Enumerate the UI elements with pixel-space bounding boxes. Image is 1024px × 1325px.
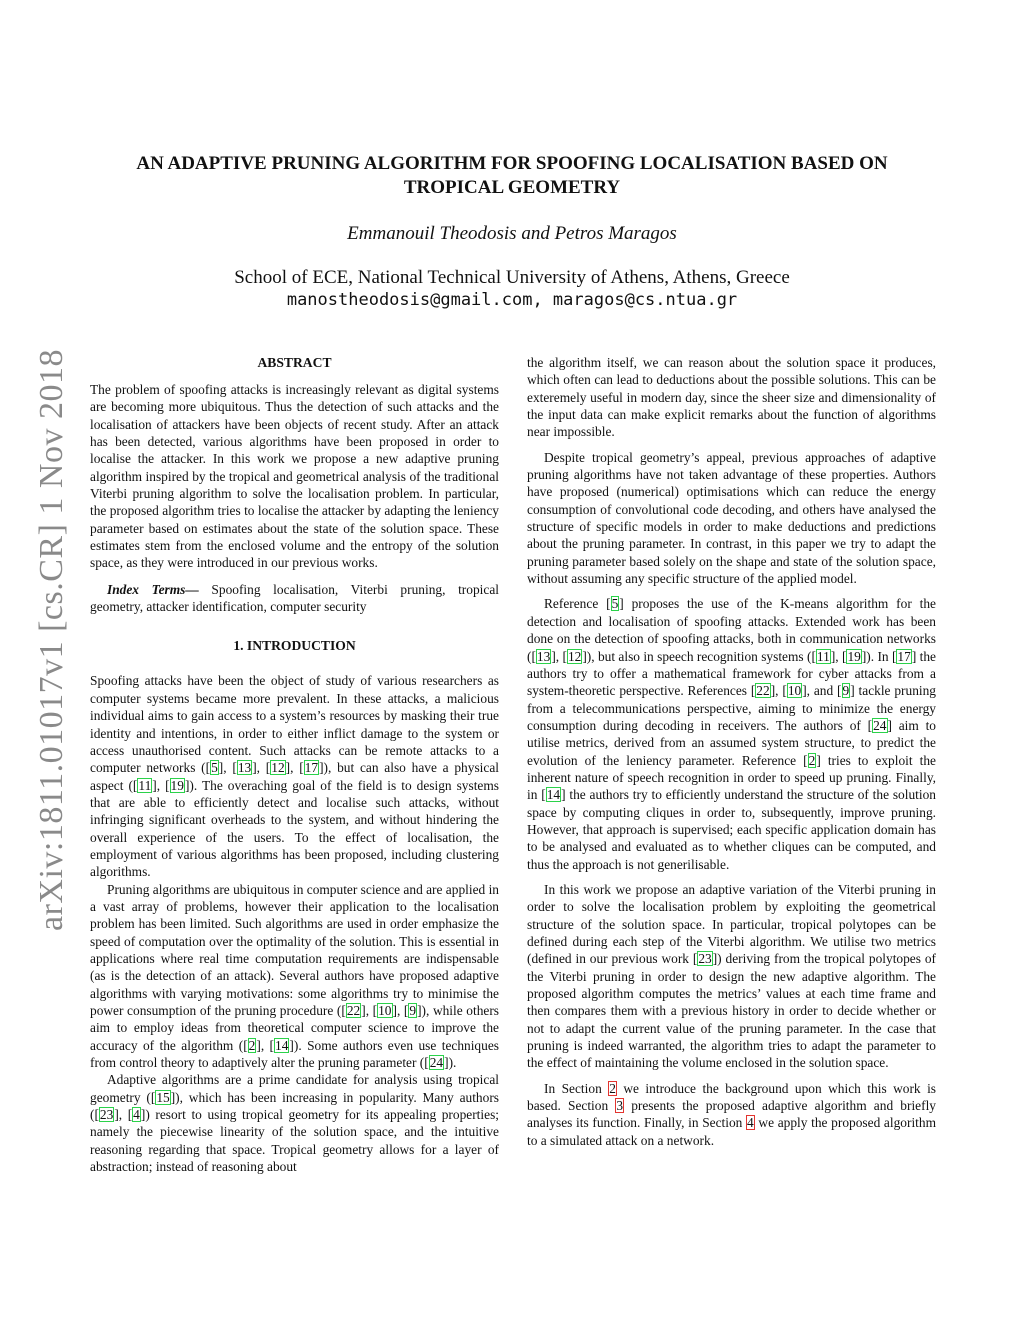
abstract-text: The problem of spoofing attacks is increasingly relevant as digital systems are becoming more ubiquitous. Thus the detection of such attacks and the localisation of attackers have been objects of recent study. After an attack has been detected, various algorithms have been proposed in order to localise the attacker. In this work we propose a new adaptive pruning algorithm inspired by the tropical and geometrical analysis of the traditional Viterbi pruning algorithm to solve the localisation problem. In particular, the proposed algorithm tries to localise the attacker by adapting the leniency parameter based on estimates about the state of the solution space. These estimates stem from the enclosed volume and the entropy of the solution space, as they were introduced in our previous works.	[90, 382, 499, 571]
citation-link[interactable]: 9	[842, 683, 850, 699]
emails: manostheodosis@gmail.com, maragos@cs.ntua.gr	[286, 290, 738, 310]
citation-link[interactable]: 4	[133, 1107, 140, 1123]
index-terms-text: Spoofing localisation, Viterbi pruning, tropical geometry, attacker identification, computer security	[90, 581, 499, 615]
citation-link[interactable]: 5	[211, 760, 218, 776]
citation-link[interactable]: 10	[378, 1003, 392, 1018]
intro-paragraph-3: Adaptive algorithms are a prime candidate for analysis using tropical geometry ([15]), which has been increasing in popularity. Many authors ([23], [4]) resort to using tropical geometry for its appealing properties; namely the piecewise linearity of the solution space, and the intuitive reasoning regarding that space. Tropical geometry allows for a layer of abstraction; instead of reasoning about	[90, 1072, 499, 1175]
citation-link[interactable]: 10	[787, 683, 802, 699]
citation-link[interactable]: 11	[138, 777, 152, 793]
title-line-2: TROPICAL GEOMETRY	[403, 177, 621, 198]
right-paragraph-4: In this work we propose an adaptive variation of the Viterbi pruning in order to solve the localisation problem by exploiting the geometrical structure of the solution space. In particular, tropical polytopes can be defined during each step of the Viterbi algorithm. We utilise two metrics (defined in our previous work [23]) deriving from the tropical polytopes of the Viterbi pruning in order to design the new adaptive algorithm. The proposed algorithm computes the metrics’ values at each time frame and then compares them with a previous history in order to decide whether or not to adapt the current value of the pruning parameter. In the case that pruning is indeed warranted, the algorithm tries to adapt the parameter to the effect of maintaining the volume enclosed in the solution space.	[527, 881, 936, 1071]
affiliation: School of ECE, National Technical University of Athens, Athens, Greece	[234, 267, 790, 288]
section-link[interactable]: 2	[609, 1080, 616, 1096]
affiliation-block	[100, 266, 924, 312]
citation-link[interactable]: 17	[897, 648, 911, 664]
citation-link[interactable]: 13	[237, 760, 252, 776]
section-link[interactable]: 3	[616, 1098, 624, 1114]
citation-link[interactable]: 23	[698, 951, 712, 967]
right-paragraph-1: the algorithm itself, we can reason about the solution space it produces, which often can lead to deductions about the possible solutions. This can be exteremely useful in modern day, since the sheer size and dimensionality of the input data can make explicit remarks about the function of algorithms near impossible.	[527, 355, 936, 440]
index-terms-label: Index Terms—	[107, 581, 199, 597]
intro-paragraph-1: Spoofing attacks have been the object of study of various researchers as computer systems became more prevalent. In these attacks, a malicious individual aims to gain access to a system’s resources by masking their true identity and intentions, in order to either inflict damage to the system or access unauthorised content. Such attacks can be remote attacks to a computer networks ([5], [13], [12], [17]), but can also have a physical aspect ([11], [19]). The overaching goal of the field is to design systems that are able to efficiently detect and localise such attacks, without infringing significant overheads to the system, and without hindering the overall experience of the users. To the effect of localisation, the employment of various algorithms has been proposed, including clustering algorithms.	[90, 673, 499, 880]
citation-link[interactable]: 13	[536, 648, 551, 664]
citation-link[interactable]: 22	[756, 683, 770, 699]
right-paragraph-3: Reference [5] proposes the use of the K-means algorithm for the detection and localisation of spoofing attacks. Extended work has been done on the detection of spoofing attacks, both in communication networks ([13], [12]), but also in speech recognition systems ([11], [19]). In [17] the authors try to offer a mathematical framework for cyber attacks from a system-theoretic perspective. References [22], [10], and [9] tackle pruning from a telecommunications perspective, aiming to minimize the energy consumption during decoding in receivers. The authors of [24] aim to utilise metrics, derived from an assumed system structure, to predict the evolution of the leniency parameter. Reference [2] tries to exploit the inherent nature of speech recognition in order to speed up pruning. Finally, in [14] the authors try to efficiently understand the structure of the solution space by computing cliques in order to, subsequently, improve pruning. However, that approach is supervised; each specific application domain has to be analysed and evaluated as to whether cliques can be computed, and thus the approach is not generilisable.	[527, 596, 936, 872]
authors: Emmanouil Theodosis and Petros Maragos	[347, 223, 677, 244]
citation-link[interactable]: 14	[275, 1037, 289, 1053]
citation-link[interactable]: 11	[816, 648, 830, 664]
citation-link[interactable]: 12	[567, 648, 582, 664]
section-link[interactable]: 4	[747, 1115, 754, 1131]
citation-link[interactable]: 19	[170, 777, 184, 793]
citation-link[interactable]: 2	[808, 752, 816, 768]
citation-link[interactable]: 22	[346, 1003, 361, 1018]
citation-link[interactable]: 12	[271, 760, 285, 776]
right-paragraph-2: Despite tropical geometry’s appeal, previous approaches of adaptive pruning algorithms have not taken advantage of these properties. Authors have proposed (numerical) optimisations which can reduce the energy consumption of convolutional code decoding, and others have analysed the structure of specific models in order to make deductions and predictions about the pruning parameter. In contrast, in this paper we try to adapt the pruning parameter based solely on the shape and state of the solution space, without assuming any specific structure of the applied model.	[527, 449, 936, 587]
citation-link[interactable]: 17	[304, 760, 319, 776]
citation-link[interactable]: 9	[409, 1003, 417, 1018]
introduction-heading: 1. INTRODUCTION	[233, 638, 356, 654]
citation-link[interactable]: 14	[546, 787, 561, 803]
citation-link[interactable]: 5	[611, 596, 619, 612]
citation-link[interactable]: 2	[248, 1037, 256, 1053]
arxiv-identifier: arXiv:1811.01017v1 [cs.CR] 1 Nov 2018	[33, 349, 70, 931]
citation-link[interactable]: 24	[873, 717, 887, 733]
abstract-heading: ABSTRACT	[257, 355, 332, 370]
citation-link[interactable]: 23	[99, 1107, 114, 1123]
paper-title	[100, 152, 924, 200]
right-paragraph-5: In Section 2 we introduce the background upon which this work is based. Section 3 presents the proposed adaptive algorithm and briefly analyses its function. Finally, in Section 4 we apply the proposed algorithm to a simulated attack on a network.	[527, 1080, 937, 1148]
left-column	[90, 354, 499, 1175]
intro-paragraph-2: Pruning algorithms are ubiquitous in computer science and are applied in a vast array of problems, however their application to the localisation problem has been limited. Such algorithms are used in order emphasize the speed of computation over the optimality of the solution. This is essential in applications where real time computation requirements are indispensable (as is the detection of an attack). Several authors have proposed adaptive algorithms with varying motivations: some algorithms try to minimise the power consumption of the pruning procedure ([22], [10], [9]), while others aim to employ ideas from theoretical computer science to improve the accuracy of the algorithm ([2], [14]). Some authors even use techniques from control theory to adaptively alter the pruning parameter ([24]).	[90, 881, 500, 1071]
citation-link[interactable]: 19	[847, 648, 861, 664]
right-column	[527, 354, 936, 1149]
citation-link[interactable]: 24	[429, 1055, 444, 1071]
title-line-1: AN ADAPTIVE PRUNING ALGORITHM FOR SPOOFING LOCALISATION BASED ON	[136, 153, 888, 174]
index-terms	[90, 581, 499, 616]
citation-link[interactable]: 15	[156, 1089, 170, 1105]
